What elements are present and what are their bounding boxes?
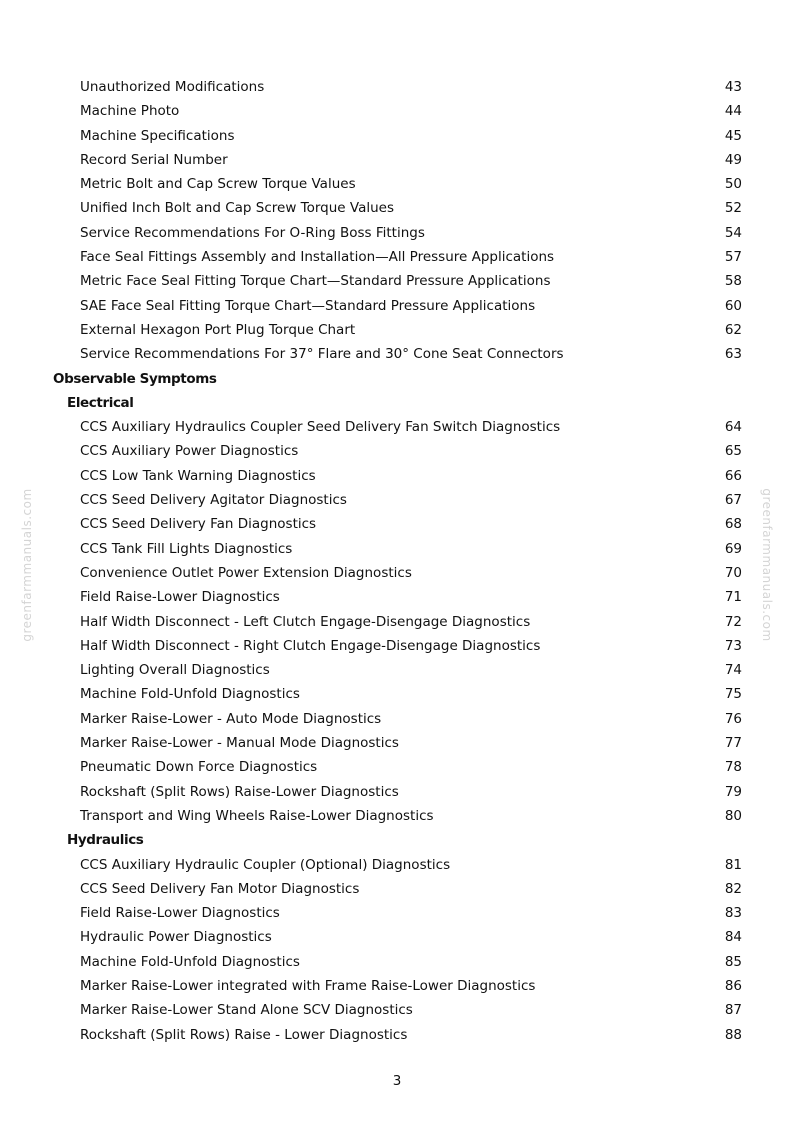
toc-entry-page-number: 44 — [724, 103, 742, 120]
toc-entry-title: Field Raise-Lower Diagnostics — [80, 905, 280, 922]
toc-entry-page-number: 69 — [724, 540, 742, 557]
toc-entry-title: Electrical — [67, 394, 134, 411]
toc-entry-page-number: 83 — [724, 905, 742, 922]
toc-entry-page-number: 58 — [724, 273, 742, 290]
toc-entry-title: Pneumatic Down Force Diagnostics — [80, 759, 318, 776]
toc-entry[interactable] — [0, 853, 794, 877]
toc-entry-page-number: 85 — [724, 953, 742, 970]
toc-entry-page-number: 86 — [724, 977, 742, 994]
toc-entry-title: Service Recommendations For O-Ring Boss Fittings — [80, 224, 425, 241]
toc-entry[interactable] — [0, 196, 794, 220]
toc-entry[interactable] — [0, 755, 794, 779]
toc-entry-title: Face Seal Fittings Assembly and Installation—All Pressure Applications — [80, 249, 555, 266]
toc-entry-title: Marker Raise-Lower - Manual Mode Diagnostics — [80, 735, 399, 752]
toc-entry[interactable] — [0, 998, 794, 1022]
toc-entry[interactable] — [0, 269, 794, 293]
toc-entry-title: SAE Face Seal Fitting Torque Chart—Standard Pressure Applications — [80, 297, 536, 314]
toc-entry-title: Field Raise-Lower Diagnostics — [80, 589, 280, 606]
toc-entry[interactable] — [0, 221, 794, 245]
toc-entry-title: CCS Auxiliary Hydraulic Coupler (Optional) Diagnostics — [80, 856, 451, 873]
toc-entry-title: CCS Seed Delivery Fan Diagnostics — [80, 516, 317, 533]
toc-entry-page-number: 82 — [724, 880, 742, 897]
toc-entry-title: CCS Auxiliary Power Diagnostics — [80, 443, 299, 460]
toc-entry-title: Service Recommendations For 37° Flare and 30° Cone Seat Connectors — [80, 346, 564, 363]
toc-entry-title: Unified Inch Bolt and Cap Screw Torque Values — [80, 200, 395, 217]
toc-entry-title: Machine Fold-Unfold Diagnostics — [80, 953, 300, 970]
toc-entry-page-number: 87 — [724, 1002, 742, 1019]
toc-entry-title: Rockshaft (Split Rows) Raise - Lower Diagnostics — [80, 1026, 408, 1043]
toc-entry-page-number: 84 — [724, 929, 742, 946]
toc-entry[interactable] — [0, 124, 794, 148]
toc-entry-page-number: 64 — [724, 419, 742, 436]
toc-entry-page-number: 72 — [724, 613, 742, 630]
toc-entry-page-number: 54 — [724, 224, 742, 241]
toc-entry[interactable] — [0, 634, 794, 658]
toc-entry-title: Transport and Wing Wheels Raise-Lower Diagnostics — [80, 807, 434, 824]
toc-entry-page-number: 67 — [724, 492, 742, 509]
toc-entry-title: CCS Low Tank Warning Diagnostics — [80, 467, 316, 484]
toc-entry[interactable] — [0, 172, 794, 196]
toc-entry-page-number: 76 — [724, 710, 742, 727]
toc-entry-page-number: 88 — [724, 1026, 742, 1043]
toc-entry-title: Machine Specifications — [80, 127, 235, 144]
toc-entry-page-number: 66 — [724, 467, 742, 484]
toc-entry[interactable] — [0, 537, 794, 561]
toc-entry-page-number: 73 — [724, 637, 742, 654]
toc-entry-page-number: 70 — [724, 564, 742, 581]
toc-section-heading — [0, 828, 794, 852]
toc-entry[interactable] — [0, 877, 794, 901]
toc-entry-title: CCS Seed Delivery Fan Motor Diagnostics — [80, 880, 360, 897]
watermark-left: greenfarmmanuals.com — [20, 488, 34, 642]
table-of-contents — [0, 75, 794, 1047]
toc-entry[interactable] — [0, 1023, 794, 1047]
toc-entry-title: Hydraulic Power Diagnostics — [80, 929, 272, 946]
toc-entry-title: Half Width Disconnect - Right Clutch Engage-Disengage Diagnostics — [80, 637, 541, 654]
toc-section-heading — [0, 367, 794, 391]
toc-entry[interactable] — [0, 294, 794, 318]
toc-entry-page-number: 49 — [724, 151, 742, 168]
toc-entry-title: Unauthorized Modifications — [80, 79, 265, 95]
toc-entry-page-number: 50 — [724, 176, 742, 193]
toc-entry[interactable] — [0, 488, 794, 512]
toc-entry[interactable] — [0, 512, 794, 536]
toc-entry-title: Hydraulics — [67, 832, 144, 849]
toc-entry-title: Marker Raise-Lower integrated with Frame Raise-Lower Diagnostics — [80, 977, 536, 994]
toc-entry-page-number: 80 — [724, 807, 742, 824]
toc-entry-title: Marker Raise-Lower - Auto Mode Diagnostics — [80, 710, 382, 727]
toc-entry-page-number: 60 — [724, 297, 742, 314]
toc-entry[interactable] — [0, 974, 794, 998]
toc-entry-page-number: 57 — [724, 249, 742, 266]
toc-entry[interactable] — [0, 731, 794, 755]
toc-entry[interactable] — [0, 707, 794, 731]
toc-entry[interactable] — [0, 585, 794, 609]
toc-entry-title: Record Serial Number — [80, 151, 228, 168]
toc-entry[interactable] — [0, 804, 794, 828]
toc-entry[interactable] — [0, 682, 794, 706]
toc-entry-page-number: 43 — [724, 79, 742, 95]
toc-entry-title: Machine Photo — [80, 103, 180, 120]
toc-entry-page-number: 68 — [724, 516, 742, 533]
toc-entry-title: CCS Tank Fill Lights Diagnostics — [80, 540, 293, 557]
toc-entry-title: Convenience Outlet Power Extension Diagnostics — [80, 564, 412, 581]
toc-entry-title: Metric Bolt and Cap Screw Torque Values — [80, 176, 356, 193]
toc-entry-title: CCS Seed Delivery Agitator Diagnostics — [80, 492, 347, 509]
toc-entry[interactable] — [0, 342, 794, 366]
toc-entry-title: External Hexagon Port Plug Torque Chart — [80, 321, 356, 338]
toc-entry-title: Lighting Overall Diagnostics — [80, 662, 270, 679]
toc-entry[interactable] — [0, 318, 794, 342]
watermark-right: greenfarmmanuals.com — [760, 488, 774, 642]
toc-entry[interactable] — [0, 561, 794, 585]
toc-entry-page-number: 63 — [724, 346, 742, 363]
toc-entry[interactable] — [0, 464, 794, 488]
toc-entry-page-number: 52 — [724, 200, 742, 217]
toc-entry-title: Observable Symptoms — [53, 370, 217, 387]
toc-entry-title: Rockshaft (Split Rows) Raise-Lower Diagnostics — [80, 783, 399, 800]
toc-entry-title: CCS Auxiliary Hydraulics Coupler Seed Delivery Fan Switch Diagnostics — [80, 419, 561, 436]
toc-entry-page-number: 71 — [724, 589, 742, 606]
toc-entry[interactable] — [0, 75, 794, 99]
toc-entry-page-number: 78 — [724, 759, 742, 776]
toc-entry-page-number: 74 — [724, 662, 742, 679]
toc-entry-page-number: 45 — [724, 127, 742, 144]
toc-entry[interactable] — [0, 610, 794, 634]
toc-entry-page-number: 62 — [724, 321, 742, 338]
toc-entry-page-number: 79 — [724, 783, 742, 800]
toc-entry-page-number: 65 — [724, 443, 742, 460]
toc-entry[interactable] — [0, 950, 794, 974]
toc-entry-title: Metric Face Seal Fitting Torque Chart—Standard Pressure Applications — [80, 273, 551, 290]
toc-entry-title: Machine Fold-Unfold Diagnostics — [80, 686, 300, 703]
toc-entry-title: Marker Raise-Lower Stand Alone SCV Diagnostics — [80, 1002, 413, 1019]
toc-entry[interactable] — [0, 415, 794, 439]
toc-entry[interactable] — [0, 925, 794, 949]
toc-entry[interactable] — [0, 439, 794, 463]
toc-entry[interactable] — [0, 148, 794, 172]
toc-entry-page-number: 75 — [724, 686, 742, 703]
toc-section-heading — [0, 391, 794, 415]
toc-entry[interactable] — [0, 780, 794, 804]
toc-entry[interactable] — [0, 99, 794, 123]
toc-entry[interactable] — [0, 658, 794, 682]
toc-entry[interactable] — [0, 245, 794, 269]
toc-entry-title: Half Width Disconnect - Left Clutch Engage-Disengage Diagnostics — [80, 613, 531, 630]
toc-entry-page-number: 81 — [724, 856, 742, 873]
toc-entry[interactable] — [0, 901, 794, 925]
toc-entry-page-number: 77 — [724, 735, 742, 752]
page-number: 3 — [392, 1073, 402, 1089]
